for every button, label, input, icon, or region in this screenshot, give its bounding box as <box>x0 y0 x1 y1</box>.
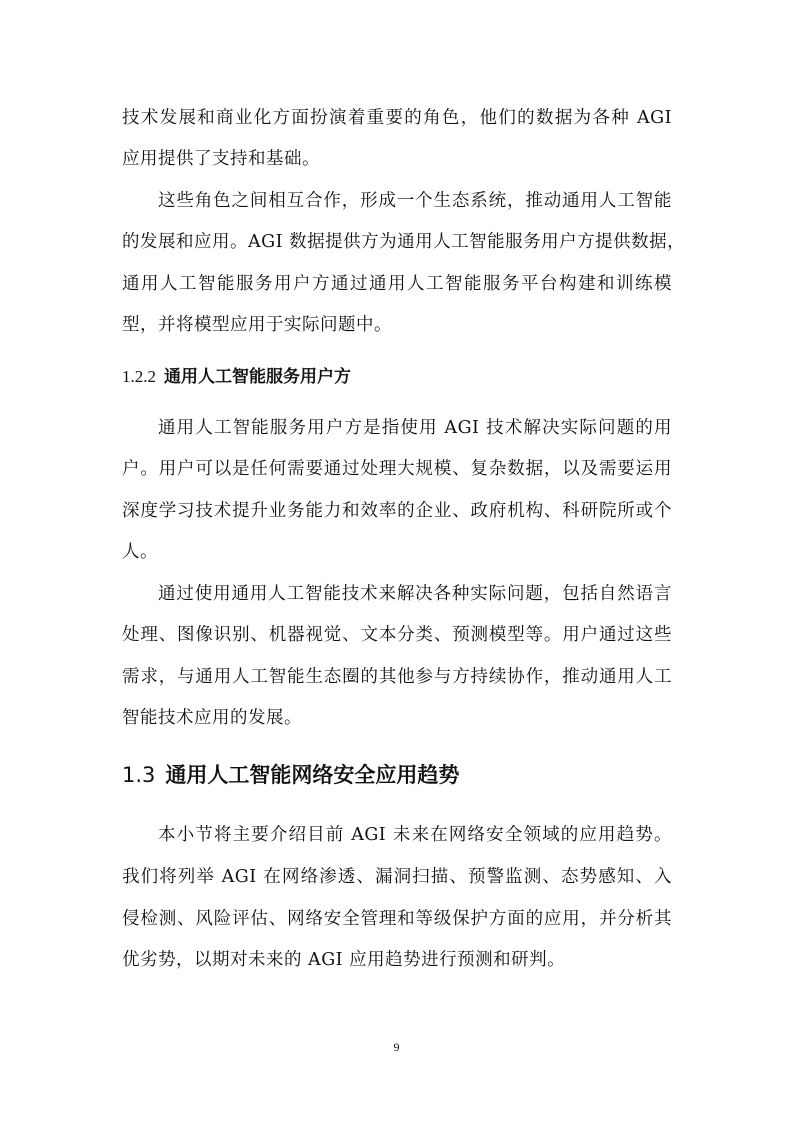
paragraph-4-line-4: 智能技术应用的发展。 <box>122 708 302 728</box>
paragraph-5-line-2: 我们将列举 AGI 在网络渗透、漏洞扫描、预警监测、态势感知、入 <box>122 867 672 887</box>
paragraph-1-line-2: 应用提供了支持和基础。 <box>122 149 320 169</box>
section-title: 通用人工智能服务用户方 <box>164 367 351 387</box>
paragraph-2-line-3: 通用人工智能服务用户方通过通用人工智能服务平台构建和训练模 <box>122 274 672 294</box>
paragraph-5-line-1: 本小节将主要介绍目前 AGI 未来在网络安全领域的应用趋势。 <box>158 825 672 845</box>
paragraph-4-line-1: 通过使用通用人工智能技术来解决各种实际问题，包括自然语言 <box>158 584 672 604</box>
paragraph-3-line-1: 通用人工智能服务用户方是指使用 AGI 技术解决实际问题的用 <box>158 418 672 438</box>
paragraph-3-line-2: 户。用户可以是任何需要通过处理大规模、复杂数据，以及需要运用 <box>122 459 672 479</box>
paragraph-3-line-3: 深度学习技术提升业务能力和效率的企业、政府机构、科研院所或个 <box>122 501 672 521</box>
paragraph-1-line-1: 技术发展和商业化方面扮演着重要的角色，他们的数据为各种 AGI <box>122 108 672 128</box>
paragraph-2-line-2: 的发展和应用。AGI 数据提供方为通用人工智能服务用户方提供数据， <box>122 232 686 252</box>
paragraph-5-line-4: 优劣势，以期对未来的 AGI 应用趋势进行预测和研判。 <box>122 950 566 970</box>
page-number: 9 <box>393 1040 400 1054</box>
section-title: 通用人工智能网络安全应用趋势 <box>165 763 460 787</box>
section-number: 1.3 <box>122 763 156 787</box>
paragraph-3-line-4: 人。 <box>122 542 158 562</box>
paragraph-5-line-3: 侵检测、风险评估、网络安全管理和等级保护方面的应用，并分析其 <box>122 909 672 929</box>
section-heading-1-3 <box>122 760 459 790</box>
section-heading-1-2-2 <box>122 365 351 389</box>
paragraph-4-line-3: 需求，与通用人工智能生态圈的其他参与方持续协作，推动通用人工 <box>122 667 672 687</box>
section-number: 1.2.2 <box>122 367 156 386</box>
paragraph-2-line-4: 型，并将模型应用于实际问题中。 <box>122 315 392 335</box>
paragraph-4-line-2: 处理、图像识别、机器视觉、文本分类、预测模型等。用户通过这些 <box>122 625 672 645</box>
paragraph-2-line-1: 这些角色之间相互合作，形成一个生态系统，推动通用人工智能 <box>158 191 672 211</box>
